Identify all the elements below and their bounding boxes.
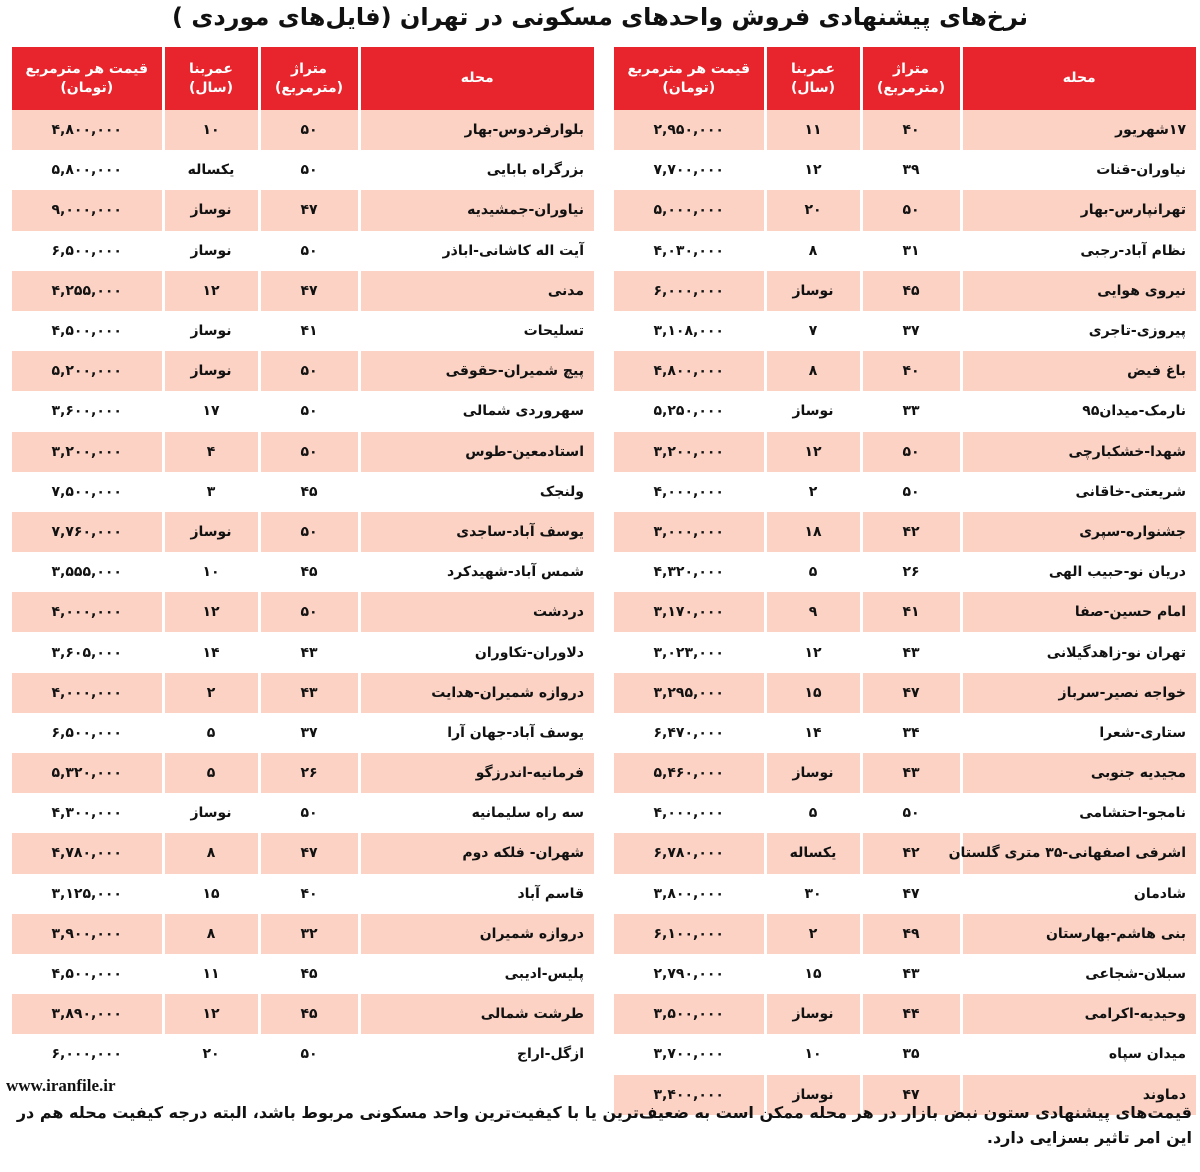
cell-neighborhood: نامجو-احتشامی bbox=[961, 793, 1196, 833]
cell-age: ۳ bbox=[163, 472, 259, 512]
cell-neighborhood: شهران- فلکه دوم bbox=[359, 833, 594, 873]
table-row bbox=[614, 472, 1196, 512]
header-price: قیمت هر مترمربع (تومان) bbox=[12, 47, 163, 110]
cell-price: ۴,۵۰۰,۰۰۰ bbox=[12, 311, 163, 351]
cell-age: نوساز bbox=[163, 190, 259, 230]
cell-age: ۲۰ bbox=[163, 1034, 259, 1074]
cell-age: ۱۵ bbox=[765, 673, 861, 713]
table-row bbox=[12, 753, 594, 793]
cell-area: ۵۰ bbox=[259, 793, 359, 833]
cell-age: ۷ bbox=[765, 311, 861, 351]
cell-area: ۵۰ bbox=[259, 110, 359, 150]
cell-price: ۴,۷۸۰,۰۰۰ bbox=[12, 833, 163, 873]
cell-neighborhood: ۱۷شهریور bbox=[961, 110, 1196, 150]
cell-area: ۵۰ bbox=[861, 793, 961, 833]
cell-price: ۳,۵۵۵,۰۰۰ bbox=[12, 552, 163, 592]
cell-neighborhood: اشرفی اصفهانی-۳۵ متری گلستان bbox=[961, 833, 1196, 873]
table-row bbox=[12, 673, 594, 713]
cell-neighborhood: امام حسین-صفا bbox=[961, 592, 1196, 632]
cell-neighborhood: شادمان bbox=[961, 874, 1196, 914]
cell-price: ۳,۱۰۸,۰۰۰ bbox=[614, 311, 765, 351]
cell-age: ۸ bbox=[765, 351, 861, 391]
cell-neighborhood: تسلیحات bbox=[359, 311, 594, 351]
cell-area: ۴۲ bbox=[861, 512, 961, 552]
cell-neighborhood: دروازه شمیران-هدایت bbox=[359, 673, 594, 713]
cell-price: ۳,۸۹۰,۰۰۰ bbox=[12, 994, 163, 1034]
table-header-row bbox=[12, 47, 594, 110]
cell-neighborhood: نظام آباد-رجبی bbox=[961, 231, 1196, 271]
cell-area: ۴۵ bbox=[259, 552, 359, 592]
cell-age: ۴ bbox=[163, 432, 259, 472]
cell-neighborhood: طرشت شمالی bbox=[359, 994, 594, 1034]
table-row bbox=[12, 472, 594, 512]
cell-age: ۹ bbox=[765, 592, 861, 632]
cell-area: ۲۶ bbox=[861, 552, 961, 592]
table-row bbox=[614, 713, 1196, 753]
cell-area: ۴۲ bbox=[861, 833, 961, 873]
cell-age: یکساله bbox=[163, 150, 259, 190]
cell-price: ۳,۲۰۰,۰۰۰ bbox=[614, 432, 765, 472]
cell-area: ۵۰ bbox=[259, 1034, 359, 1074]
cell-neighborhood: ولنجک bbox=[359, 472, 594, 512]
header-neighborhood: محله bbox=[961, 47, 1196, 110]
table-row bbox=[12, 150, 594, 190]
cell-age: نوساز bbox=[163, 512, 259, 552]
cell-neighborhood: فرمانیه-اندرزگو bbox=[359, 753, 594, 793]
cell-age: ۱۲ bbox=[163, 592, 259, 632]
cell-price: ۲,۹۵۰,۰۰۰ bbox=[614, 110, 765, 150]
cell-price: ۵,۲۰۰,۰۰۰ bbox=[12, 351, 163, 391]
footnote: قیمت‌های پیشنهادی ستون نبض بازار در هر محله ممکن است به ضعیف‌ترین یا با کیفیت‌ترین واحد مسکونی مربوط باشد، البته درجه کیفیت محله هم در این امر تاثیر بسزایی دارد. bbox=[16, 1103, 1192, 1147]
cell-area: ۲۶ bbox=[259, 753, 359, 793]
table-row bbox=[614, 150, 1196, 190]
cell-neighborhood: سبلان-شجاعی bbox=[961, 954, 1196, 994]
cell-area: ۴۵ bbox=[861, 271, 961, 311]
cell-age: یکساله bbox=[765, 833, 861, 873]
cell-price: ۵,۸۰۰,۰۰۰ bbox=[12, 150, 163, 190]
table-row bbox=[614, 110, 1196, 150]
cell-price: ۳,۱۷۰,۰۰۰ bbox=[614, 592, 765, 632]
cell-area: ۵۰ bbox=[259, 150, 359, 190]
cell-price: ۴,۲۵۵,۰۰۰ bbox=[12, 271, 163, 311]
cell-area: ۴۵ bbox=[259, 954, 359, 994]
cell-neighborhood: ستاری-شعرا bbox=[961, 713, 1196, 753]
cell-area: ۴۳ bbox=[861, 954, 961, 994]
cell-price: ۵,۰۰۰,۰۰۰ bbox=[614, 190, 765, 230]
table-row bbox=[12, 311, 594, 351]
cell-neighborhood: استادمعین-طوس bbox=[359, 432, 594, 472]
cell-area: ۴۱ bbox=[259, 311, 359, 351]
cell-age: ۱۰ bbox=[163, 110, 259, 150]
table-row bbox=[614, 432, 1196, 472]
cell-price: ۴,۰۰۰,۰۰۰ bbox=[12, 592, 163, 632]
cell-age: ۱۸ bbox=[765, 512, 861, 552]
cell-price: ۴,۰۰۰,۰۰۰ bbox=[614, 793, 765, 833]
cell-price: ۳,۸۰۰,۰۰۰ bbox=[614, 874, 765, 914]
cell-age: ۱۰ bbox=[163, 552, 259, 592]
header-price: قیمت هر مترمربع (تومان) bbox=[614, 47, 765, 110]
cell-price: ۳,۵۰۰,۰۰۰ bbox=[614, 994, 765, 1034]
cell-neighborhood: وحیدیه-اکرامی bbox=[961, 994, 1196, 1034]
cell-neighborhood: شهدا-خشکبارچی bbox=[961, 432, 1196, 472]
cell-age: ۵ bbox=[163, 713, 259, 753]
cell-neighborhood: شمس آباد-شهیدکرد bbox=[359, 552, 594, 592]
cell-area: ۵۰ bbox=[861, 432, 961, 472]
cell-price: ۳,۹۰۰,۰۰۰ bbox=[12, 914, 163, 954]
cell-price: ۶,۰۰۰,۰۰۰ bbox=[614, 271, 765, 311]
table-row bbox=[12, 231, 594, 271]
cell-price: ۳,۱۲۵,۰۰۰ bbox=[12, 874, 163, 914]
cell-area: ۴۷ bbox=[259, 271, 359, 311]
table-row bbox=[12, 713, 594, 753]
table-row bbox=[614, 753, 1196, 793]
table-row bbox=[12, 954, 594, 994]
cell-neighborhood: بنی هاشم-بهارستان bbox=[961, 914, 1196, 954]
cell-neighborhood: یوسف آباد-ساجدی bbox=[359, 512, 594, 552]
cell-neighborhood: پیچ شمیران-حقوقی bbox=[359, 351, 594, 391]
table-row bbox=[12, 994, 594, 1034]
cell-age: نوساز bbox=[765, 391, 861, 431]
table-row bbox=[12, 874, 594, 914]
cell-neighborhood: یوسف آباد-جهان آرا bbox=[359, 713, 594, 753]
cell-age: نوساز bbox=[765, 753, 861, 793]
cell-age: ۲ bbox=[163, 673, 259, 713]
table-row bbox=[614, 954, 1196, 994]
cell-age: ۱۲ bbox=[765, 632, 861, 672]
table-row bbox=[12, 1034, 594, 1074]
table-row bbox=[12, 914, 594, 954]
cell-area: ۵۰ bbox=[259, 592, 359, 632]
table-row bbox=[614, 874, 1196, 914]
cell-area: ۴۳ bbox=[259, 632, 359, 672]
cell-area: ۳۹ bbox=[861, 150, 961, 190]
table-row bbox=[12, 351, 594, 391]
cell-price: ۶,۵۰۰,۰۰۰ bbox=[12, 231, 163, 271]
cell-area: ۵۰ bbox=[259, 512, 359, 552]
header-neighborhood: محله bbox=[359, 47, 594, 110]
cell-area: ۴۰ bbox=[861, 351, 961, 391]
cell-neighborhood: سهروردی شمالی bbox=[359, 391, 594, 431]
cell-neighborhood: دریان نو-حبیب الهی bbox=[961, 552, 1196, 592]
cell-age: ۲ bbox=[765, 914, 861, 954]
cell-area: ۳۷ bbox=[861, 311, 961, 351]
cell-age: ۸ bbox=[163, 914, 259, 954]
cell-neighborhood: بزرگراه بابایی bbox=[359, 150, 594, 190]
cell-age: ۱۷ bbox=[163, 391, 259, 431]
cell-area: ۴۱ bbox=[861, 592, 961, 632]
source-url: www.iranfile.ir bbox=[6, 1076, 116, 1095]
cell-age: نوساز bbox=[163, 231, 259, 271]
cell-area: ۵۰ bbox=[861, 190, 961, 230]
cell-neighborhood: دروازه شمیران bbox=[359, 914, 594, 954]
cell-neighborhood: تهرانپارس-بهار bbox=[961, 190, 1196, 230]
cell-price: ۳,۰۲۳,۰۰۰ bbox=[614, 632, 765, 672]
table-row bbox=[12, 552, 594, 592]
cell-age: ۵ bbox=[163, 753, 259, 793]
cell-area: ۵۰ bbox=[259, 351, 359, 391]
cell-price: ۳,۲۹۵,۰۰۰ bbox=[614, 673, 765, 713]
cell-area: ۴۳ bbox=[259, 673, 359, 713]
table-header-row bbox=[614, 47, 1196, 110]
cell-neighborhood: بلوارفردوس-بهار bbox=[359, 110, 594, 150]
cell-price: ۴,۳۲۰,۰۰۰ bbox=[614, 552, 765, 592]
cell-age: نوساز bbox=[163, 351, 259, 391]
cell-neighborhood: پیروزی-تاجری bbox=[961, 311, 1196, 351]
cell-area: ۵۰ bbox=[861, 472, 961, 512]
cell-neighborhood: جشنواره-سپری bbox=[961, 512, 1196, 552]
cell-age: نوساز bbox=[163, 793, 259, 833]
cell-price: ۷,۷۶۰,۰۰۰ bbox=[12, 512, 163, 552]
table-row bbox=[12, 271, 594, 311]
cell-age: ۲۰ bbox=[765, 190, 861, 230]
cell-price: ۹,۰۰۰,۰۰۰ bbox=[12, 190, 163, 230]
cell-neighborhood: دردشت bbox=[359, 592, 594, 632]
table-row bbox=[614, 231, 1196, 271]
cell-neighborhood: نیروی هوایی bbox=[961, 271, 1196, 311]
cell-neighborhood: شریعتی-خاقانی bbox=[961, 472, 1196, 512]
cell-price: ۴,۰۰۰,۰۰۰ bbox=[614, 472, 765, 512]
cell-price: ۳,۴۰۰,۰۰۰ bbox=[614, 1075, 765, 1115]
cell-price: ۵,۲۵۰,۰۰۰ bbox=[614, 391, 765, 431]
cell-area: ۳۷ bbox=[259, 713, 359, 753]
table-row bbox=[614, 592, 1196, 632]
cell-area: ۵۰ bbox=[259, 231, 359, 271]
cell-age: ۱۲ bbox=[765, 432, 861, 472]
table-row bbox=[614, 190, 1196, 230]
cell-price: ۶,۵۰۰,۰۰۰ bbox=[12, 713, 163, 753]
table-row bbox=[614, 271, 1196, 311]
cell-area: ۴۰ bbox=[259, 874, 359, 914]
table-row bbox=[614, 632, 1196, 672]
table-row bbox=[12, 512, 594, 552]
cell-age: ۱۲ bbox=[163, 994, 259, 1034]
cell-neighborhood: مجیدیه جنوبی bbox=[961, 753, 1196, 793]
page-title: نرخ‌های پیشنهادی فروش واحدهای مسکونی در تهران (فایل‌های موردی ) bbox=[172, 3, 1028, 31]
cell-area: ۳۲ bbox=[259, 914, 359, 954]
cell-neighborhood: پلیس-ادیبی bbox=[359, 954, 594, 994]
cell-neighborhood: مدنی bbox=[359, 271, 594, 311]
cell-price: ۷,۷۰۰,۰۰۰ bbox=[614, 150, 765, 190]
table-row bbox=[12, 592, 594, 632]
cell-price: ۵,۳۲۰,۰۰۰ bbox=[12, 753, 163, 793]
price-table-right bbox=[614, 47, 1196, 1115]
cell-price: ۷,۵۰۰,۰۰۰ bbox=[12, 472, 163, 512]
cell-age: نوساز bbox=[765, 271, 861, 311]
cell-area: ۳۳ bbox=[861, 391, 961, 431]
table-row bbox=[12, 190, 594, 230]
table-row bbox=[614, 914, 1196, 954]
cell-price: ۳,۶۰۰,۰۰۰ bbox=[12, 391, 163, 431]
price-table-left bbox=[12, 47, 594, 1075]
cell-price: ۳,۰۰۰,۰۰۰ bbox=[614, 512, 765, 552]
table-row bbox=[614, 512, 1196, 552]
table-body-right bbox=[614, 110, 1196, 1115]
cell-age: نوساز bbox=[163, 311, 259, 351]
cell-price: ۴,۰۰۰,۰۰۰ bbox=[12, 673, 163, 713]
cell-area: ۵۰ bbox=[259, 391, 359, 431]
cell-area: ۵۰ bbox=[259, 432, 359, 472]
cell-price: ۳,۲۰۰,۰۰۰ bbox=[12, 432, 163, 472]
cell-age: ۳۰ bbox=[765, 874, 861, 914]
cell-neighborhood: قاسم آباد bbox=[359, 874, 594, 914]
cell-price: ۶,۷۸۰,۰۰۰ bbox=[614, 833, 765, 873]
cell-price: ۴,۰۳۰,۰۰۰ bbox=[614, 231, 765, 271]
cell-neighborhood: سه راه سلیمانیه bbox=[359, 793, 594, 833]
table-row bbox=[12, 793, 594, 833]
cell-area: ۴۳ bbox=[861, 632, 961, 672]
cell-price: ۴,۳۰۰,۰۰۰ bbox=[12, 793, 163, 833]
cell-age: ۸ bbox=[765, 231, 861, 271]
cell-age: ۱۴ bbox=[765, 713, 861, 753]
cell-age: نوساز bbox=[765, 1075, 861, 1115]
cell-neighborhood: باغ فیض bbox=[961, 351, 1196, 391]
cell-neighborhood: میدان سپاه bbox=[961, 1034, 1196, 1074]
table-row bbox=[614, 1034, 1196, 1074]
cell-price: ۳,۷۰۰,۰۰۰ bbox=[614, 1034, 765, 1074]
table-row bbox=[12, 632, 594, 672]
table-row bbox=[12, 432, 594, 472]
cell-age: ۱۵ bbox=[163, 874, 259, 914]
cell-price: ۶,۰۰۰,۰۰۰ bbox=[12, 1034, 163, 1074]
cell-age: ۱۴ bbox=[163, 632, 259, 672]
cell-neighborhood: تهران نو-زاهدگیلانی bbox=[961, 632, 1196, 672]
cell-neighborhood: دلاوران-تکاوران bbox=[359, 632, 594, 672]
cell-neighborhood: ازگل-اراج bbox=[359, 1034, 594, 1074]
header-age: عمربنا (سال) bbox=[765, 47, 861, 110]
cell-area: ۴۷ bbox=[861, 1075, 961, 1115]
cell-age: نوساز bbox=[765, 994, 861, 1034]
table-row bbox=[614, 994, 1196, 1034]
cell-neighborhood: نیاوران-جمشیدیه bbox=[359, 190, 594, 230]
cell-age: ۵ bbox=[765, 552, 861, 592]
cell-neighborhood: آیت اله کاشانی-اباذر bbox=[359, 231, 594, 271]
cell-neighborhood: خواجه نصیر-سرباز bbox=[961, 673, 1196, 713]
cell-area: ۴۵ bbox=[259, 994, 359, 1034]
header-age: عمربنا (سال) bbox=[163, 47, 259, 110]
cell-area: ۴۴ bbox=[861, 994, 961, 1034]
cell-area: ۴۰ bbox=[861, 110, 961, 150]
cell-price: ۴,۸۰۰,۰۰۰ bbox=[614, 351, 765, 391]
cell-price: ۳,۶۰۵,۰۰۰ bbox=[12, 632, 163, 672]
cell-neighborhood: دماوند bbox=[961, 1075, 1196, 1115]
cell-age: ۵ bbox=[765, 793, 861, 833]
table-row bbox=[614, 793, 1196, 833]
cell-price: ۴,۸۰۰,۰۰۰ bbox=[12, 110, 163, 150]
cell-area: ۴۷ bbox=[259, 833, 359, 873]
header-area: متراژ (مترمربع) bbox=[861, 47, 961, 110]
cell-age: ۸ bbox=[163, 833, 259, 873]
table-row bbox=[614, 391, 1196, 431]
table-row bbox=[12, 110, 594, 150]
cell-age: ۱۱ bbox=[163, 954, 259, 994]
table-row bbox=[614, 311, 1196, 351]
cell-age: ۱۱ bbox=[765, 110, 861, 150]
table-body-left bbox=[12, 110, 594, 1075]
cell-area: ۴۷ bbox=[861, 874, 961, 914]
cell-price: ۶,۴۷۰,۰۰۰ bbox=[614, 713, 765, 753]
table-row bbox=[614, 673, 1196, 713]
table-row bbox=[614, 833, 1196, 873]
cell-area: ۳۵ bbox=[861, 1034, 961, 1074]
cell-age: ۱۲ bbox=[163, 271, 259, 311]
cell-age: ۱۵ bbox=[765, 954, 861, 994]
cell-price: ۵,۴۶۰,۰۰۰ bbox=[614, 753, 765, 793]
cell-area: ۴۷ bbox=[861, 673, 961, 713]
table-row bbox=[12, 833, 594, 873]
cell-price: ۴,۵۰۰,۰۰۰ bbox=[12, 954, 163, 994]
cell-area: ۴۹ bbox=[861, 914, 961, 954]
cell-area: ۳۴ bbox=[861, 713, 961, 753]
cell-area: ۳۱ bbox=[861, 231, 961, 271]
table-row bbox=[12, 391, 594, 431]
cell-area: ۴۵ bbox=[259, 472, 359, 512]
table-row bbox=[614, 351, 1196, 391]
cell-area: ۴۳ bbox=[861, 753, 961, 793]
cell-neighborhood: نارمک-میدان۹۵ bbox=[961, 391, 1196, 431]
header-area: متراژ (مترمربع) bbox=[259, 47, 359, 110]
cell-price: ۲,۷۹۰,۰۰۰ bbox=[614, 954, 765, 994]
cell-neighborhood: نیاوران-قنات bbox=[961, 150, 1196, 190]
cell-age: ۲ bbox=[765, 472, 861, 512]
cell-price: ۶,۱۰۰,۰۰۰ bbox=[614, 914, 765, 954]
cell-age: ۱۲ bbox=[765, 150, 861, 190]
table-row bbox=[614, 552, 1196, 592]
cell-age: ۱۰ bbox=[765, 1034, 861, 1074]
cell-area: ۴۷ bbox=[259, 190, 359, 230]
